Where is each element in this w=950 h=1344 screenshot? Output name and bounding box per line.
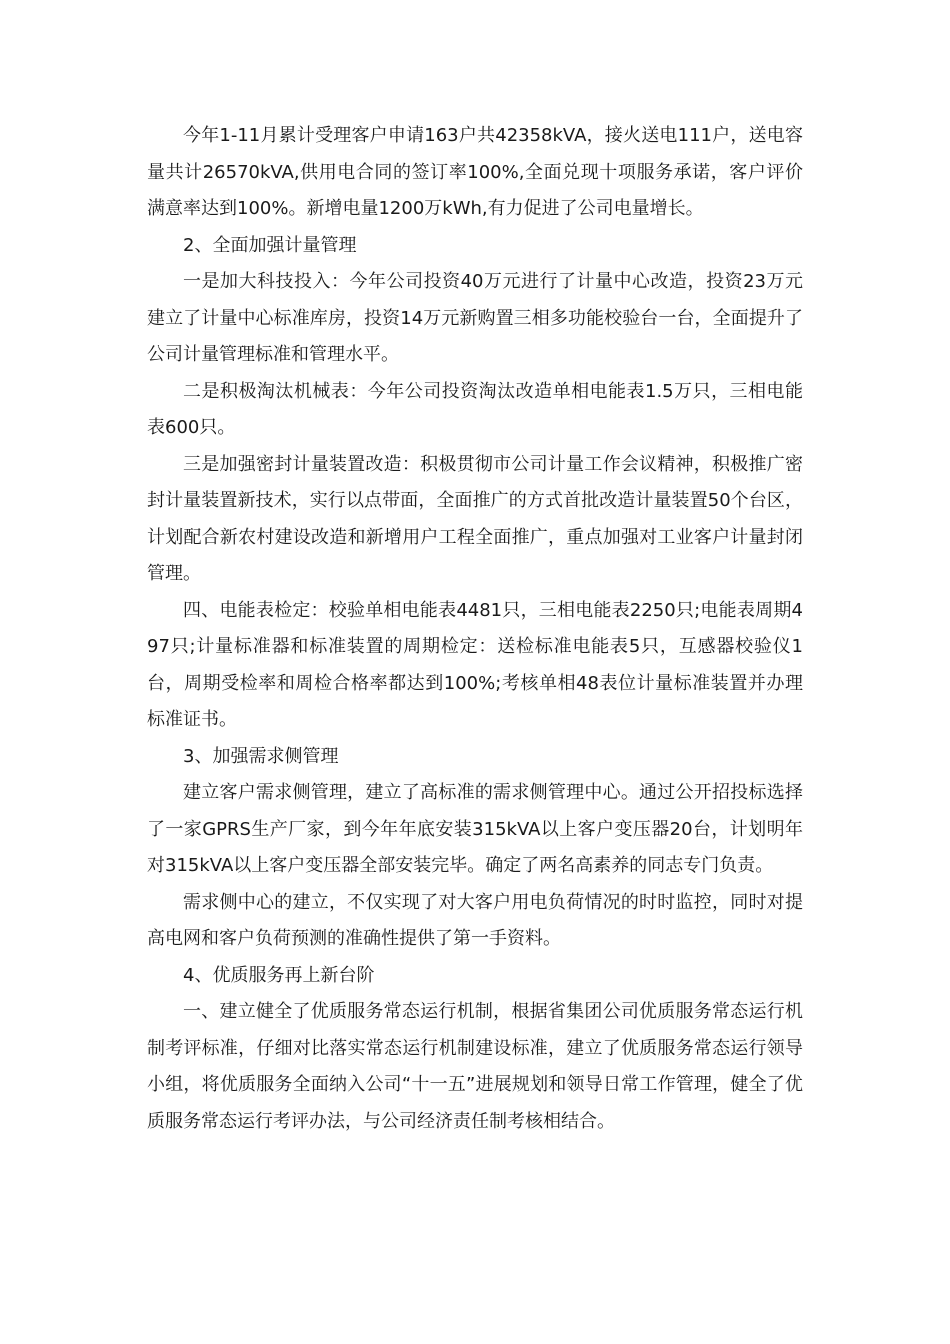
heading-quality-service: 4、优质服务再上新台阶 — [183, 964, 375, 986]
heading-metering-management: 2、全面加强计量管理 — [183, 234, 357, 256]
paragraph-sealed-metering: 三是加强密封计量装置改造：积极贯彻市公司计量工作会议精神，积极推广密封计量装置新技术，实行以点带面，全面推广的方式首批改造计量装置50个台区，计划配合新农村建设改造和新增用户工程全面推广，重点加强对工业客户计量封闭管理。 — [147, 453, 803, 584]
paragraph-customer-applications: 今年1-11月累计受理客户申请163户共42358kVA，接火送电111户，送电容量共计26570kVA,供用电合同的签订率100%,全面兑现十项服务承诺，客户评价满意率达到100%。新增电量1200万kWh,有力促进了公司电量增长。 — [147, 125, 803, 219]
paragraph-mechanical-meters: 二是积极淘汰机械表：今年公司投资淘汰改造单相电能表1.5万只，三相电能表600只。 — [147, 380, 803, 438]
paragraph-demand-center-benefits: 需求侧中心的建立，不仅实现了对大客户用电负荷情况的时时监控，同时对提高电网和客户负荷预测的准确性提供了第一手资料。 — [147, 891, 803, 949]
paragraph-service-mechanism: 一、建立健全了优质服务常态运行机制，根据省集团公司优质服务常态运行机制考评标准，仔细对比落实常态运行机制建设标准，建立了优质服务常态运行领导小组，将优质服务全面纳入公司“十一五”进展规划和领导日常工作管理，健全了优质服务常态运行考评办法，与公司经济责任制考核相结合。 — [147, 1001, 803, 1132]
paragraph-tech-investment: 一是加大科技投入：今年公司投资40万元进行了计量中心改造，投资23万元建立了计量中心标准库房，投资14万元新购置三相多功能校验台一台，全面提升了公司计量管理标准和管理水平。 — [147, 271, 803, 365]
heading-demand-side-management: 3、加强需求侧管理 — [183, 745, 339, 767]
paragraph-demand-center: 建立客户需求侧管理，建立了高标准的需求侧管理中心。通过公开招投标选择了一家GPRS生产厂家，到今年年底安装315kVA以上客户变压器20台，计划明年对315kVA以上客户变压器全部安装完毕。确定了两名高素养的同志专门负责。 — [147, 782, 803, 876]
document-body — [147, 118, 803, 1140]
paragraph-meter-verification: 四、电能表检定：校验单相电能表4481只，三相电能表2250只;电能表周期497只;计量标准器和标准装置的周期检定：送检标准电能表5只，互感器校验仪1台，周期受检率和周检合格率都达到100%;考核单相48表位计量标准装置并办理标准证书。 — [147, 599, 803, 730]
